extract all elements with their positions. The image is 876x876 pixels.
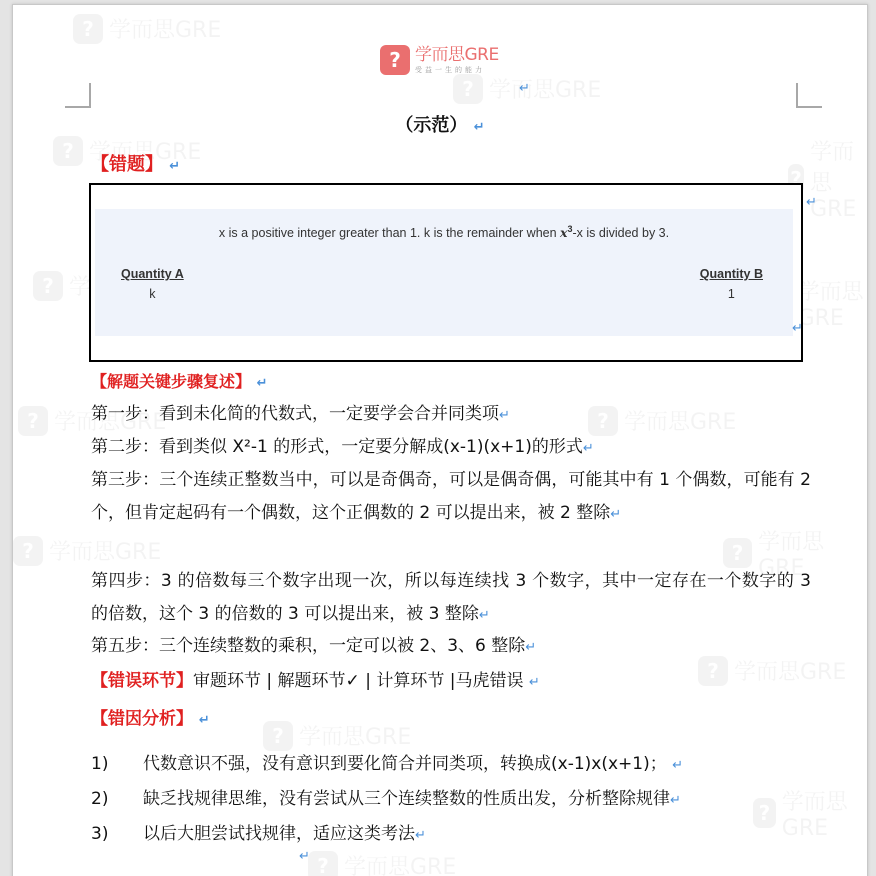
watermark: [73, 13, 221, 44]
watermark-logo-icon: [453, 74, 483, 104]
watermark-logo-icon: [73, 14, 103, 44]
paragraph-mark-icon: ↵: [299, 849, 310, 864]
error-stage-line: 【错误环节】审题环节 | 解题环节✓ | 计算环节 |马虎错误 ↵: [91, 671, 540, 691]
paragraph-mark-icon: ↵: [806, 195, 817, 210]
watermark: [753, 785, 867, 841]
paragraph-mark-icon: ↵: [792, 321, 803, 336]
key-step-1: 第一步：看到未化简的代数式，一定要学会合并同类项↵: [91, 404, 510, 424]
margin-corner-mark: [65, 83, 91, 108]
paragraph-mark-icon: ↵: [256, 376, 268, 391]
error-stage-option[interactable]: 审题环节: [193, 671, 261, 691]
document-page: [12, 4, 868, 876]
error-analysis-item: 2) 缺乏找规律思维，没有尝试从三个连续整数的性质出发，分析整除规律↵: [91, 789, 681, 809]
watermark-logo-icon: [18, 406, 48, 436]
watermark: [263, 720, 411, 751]
paragraph-mark-icon: ↵: [519, 81, 530, 96]
watermark-logo-icon: [308, 851, 338, 876]
key-step-2: 第二步：看到类似 X²-1 的形式，一定要分解成(x-1)(x+1)的形式↵: [91, 437, 594, 457]
paragraph-mark-icon: ↵: [478, 607, 490, 623]
error-stage-option[interactable]: 计算环节: [376, 671, 445, 691]
watermark-logo-icon: [53, 136, 83, 166]
problem-box: [89, 183, 803, 362]
quantity-a: Quantity A k: [121, 267, 184, 301]
paragraph-mark-icon: ↵: [672, 758, 684, 773]
margin-corner-mark: [796, 83, 822, 108]
watermark: [13, 535, 161, 566]
paragraph-mark-icon: ↵: [528, 675, 540, 690]
header-logo: [380, 45, 499, 75]
error-stage-option-selected[interactable]: 解题环节✓: [277, 671, 360, 691]
watermark-logo-icon: [13, 536, 43, 566]
section-heading-error-stage: 【错误环节】: [91, 671, 193, 691]
logo-question-icon: ?: [380, 45, 410, 75]
key-step-5: 第五步：三个连续整数的乘积，一定可以被 2、3、6 整除↵: [91, 636, 537, 656]
paragraph-mark-icon: ↵: [169, 159, 181, 174]
paragraph-mark-icon: ↵: [525, 640, 537, 655]
paragraph-mark-icon: ↵: [198, 713, 210, 728]
paragraph-mark-icon: ↵: [670, 793, 681, 808]
error-stage-option[interactable]: 马虎错误: [455, 671, 524, 691]
key-step-3: 第三步：三个连续正整数当中，可以是奇偶奇，可以是偶奇偶，可能其中有 1 个偶数，可能有 2 个，但肯定起码有一个偶数，这个正偶数的 2 可以提出来，被 2 整除↵: [91, 470, 811, 523]
watermark-logo-icon: [753, 798, 776, 828]
section-heading-wrong-question: 【错题】 ↵: [91, 154, 181, 175]
section-heading-key-steps: 【解题关键步骤复述】 ↵: [91, 372, 268, 391]
watermark-logo-icon: [723, 538, 752, 568]
paragraph-mark-icon: ↵: [499, 408, 510, 423]
watermark: [308, 850, 456, 876]
paragraph-mark-icon: ↵: [582, 441, 594, 456]
section-heading-error-analysis: 【错因分析】 ↵: [91, 709, 210, 729]
paragraph-mark-icon: ↵: [415, 828, 426, 843]
quantity-b: Quantity B 1: [699, 267, 763, 301]
problem-panel: [95, 209, 793, 336]
logo-slogan: 受益一生的能力: [415, 65, 485, 74]
logo-name: 学而思GRE: [415, 44, 499, 65]
page-title: （示范） ↵: [395, 115, 485, 136]
paragraph-mark-icon: ↵: [610, 506, 622, 522]
watermark-logo-icon: [33, 271, 63, 301]
key-step-4: 第四步：3 的倍数每三个数字出现一次，所以每连续找 3 个数字，其中一定存在一个数字的 3 的倍数，这个 3 的倍数的 3 可以提出来，被 3 整除↵: [91, 571, 811, 624]
problem-statement: x is a positive integer greater than 1. k is the remainder when $x^3-x$ is divided by 3.: [218, 224, 670, 241]
error-analysis-item: 3) 以后大胆尝试找规律，适应这类考法↵: [91, 824, 426, 844]
watermark-logo-icon: [263, 721, 293, 751]
paragraph-mark-icon: ↵: [473, 120, 485, 135]
error-analysis-item: 1) 代数意识不强，没有意识到要化简合并同类项，转换成(x-1)x(x+1)； ↵: [91, 754, 684, 774]
